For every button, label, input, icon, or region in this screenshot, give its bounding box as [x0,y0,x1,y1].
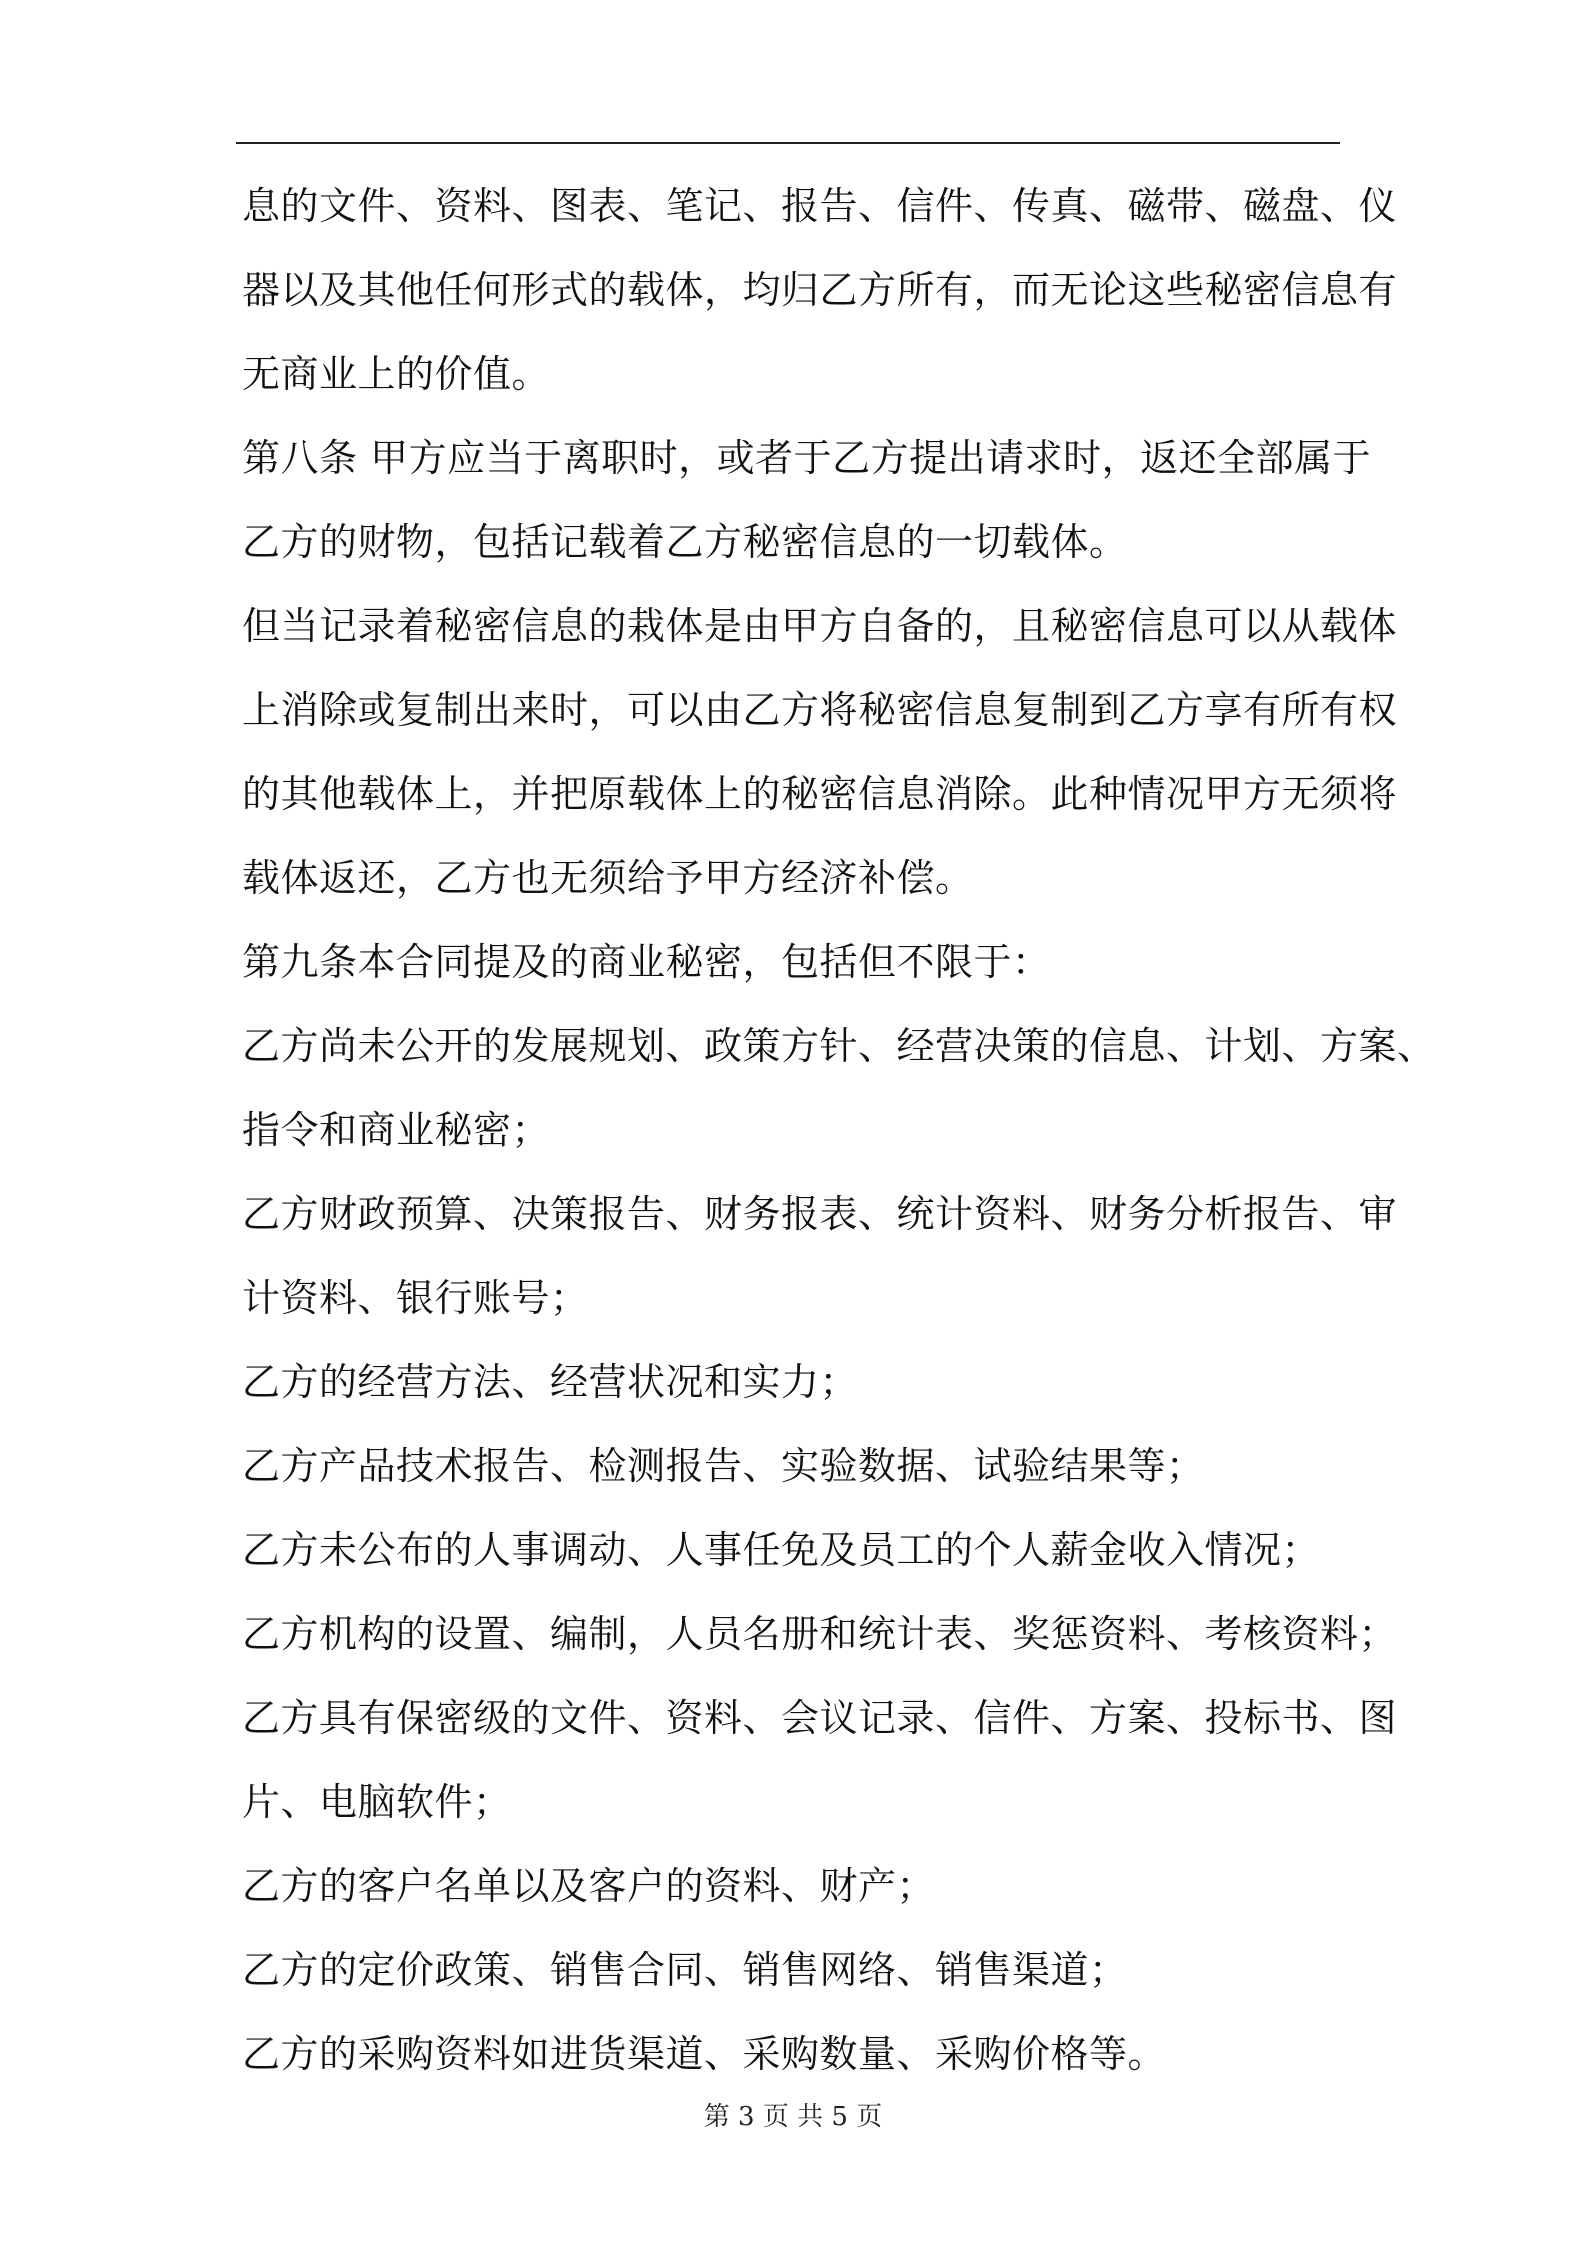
text-line: 载体返还，乙方也无须给予甲方经济补偿。 [242,856,974,900]
text-line: 上消除或复制出来时，可以由乙方将秘密信息复制到乙方享有所有权 [242,688,1398,732]
text-line: 息的文件、资料、图表、笔记、报告、信件、传真、磁带、磁盘、仪 [242,184,1398,228]
list-item-line: 乙方的定价政策、销售合同、销售网络、销售渠道； [242,1948,1128,1992]
document-body [242,164,1436,2096]
header-rule [236,142,1340,144]
text-line: 乙方的财物，包括记载着乙方秘密信息的一切载体。 [242,520,1128,564]
list-item-line: 计资料、银行账号； [242,1276,589,1320]
list-item-line: 指令和商业秘密； [242,1108,551,1152]
list-item-line: 乙方财政预算、决策报告、财务报表、统计资料、财务分析报告、审 [242,1192,1398,1236]
list-item-line: 乙方产品技术报告、检测报告、实验数据、试验结果等； [242,1444,1205,1488]
list-item-line: 乙方的采购资料如进货渠道、采购数量、采购价格等。 [242,2032,1167,2076]
list-item-line: 乙方未公布的人事调动、人事任免及员工的个人薪金收入情况； [242,1528,1321,1572]
list-item-line: 乙方尚未公开的发展规划、政策方针、经营决策的信息、计划、方案、 [242,1024,1436,1068]
list-item-line: 乙方的经营方法、经营状况和实力； [242,1360,859,1404]
article-8-line: 第八条 甲方应当于离职时，或者于乙方提出请求时，返还全部属于 [242,436,1372,480]
page-number-footer: 第 3 页 共 5 页 [703,2102,883,2132]
text-line: 器以及其他任何形式的载体，均归乙方所有，而无论这些秘密信息有 [242,268,1398,312]
list-item-line: 乙方具有保密级的文件、资料、会议记录、信件、方案、投标书、图 [242,1696,1398,1740]
text-line: 无商业上的价值。 [242,352,551,396]
list-item-line: 乙方的客户名单以及客户的资料、财产； [242,1864,936,1908]
text-line: 但当记录着秘密信息的栽体是由甲方自备的，且秘密信息可以从载体 [242,604,1398,648]
text-line: 的其他载体上，并把原载体上的秘密信息消除。此种情况甲方无须将 [242,772,1398,816]
article-9-line: 第九条本合同提及的商业秘密，包括但不限于： [242,940,1051,984]
list-item-line: 乙方机构的设置、编制，人员名册和统计表、奖惩资料、考核资料； [242,1612,1398,1656]
list-item-line: 片、电脑软件； [242,1780,512,1824]
